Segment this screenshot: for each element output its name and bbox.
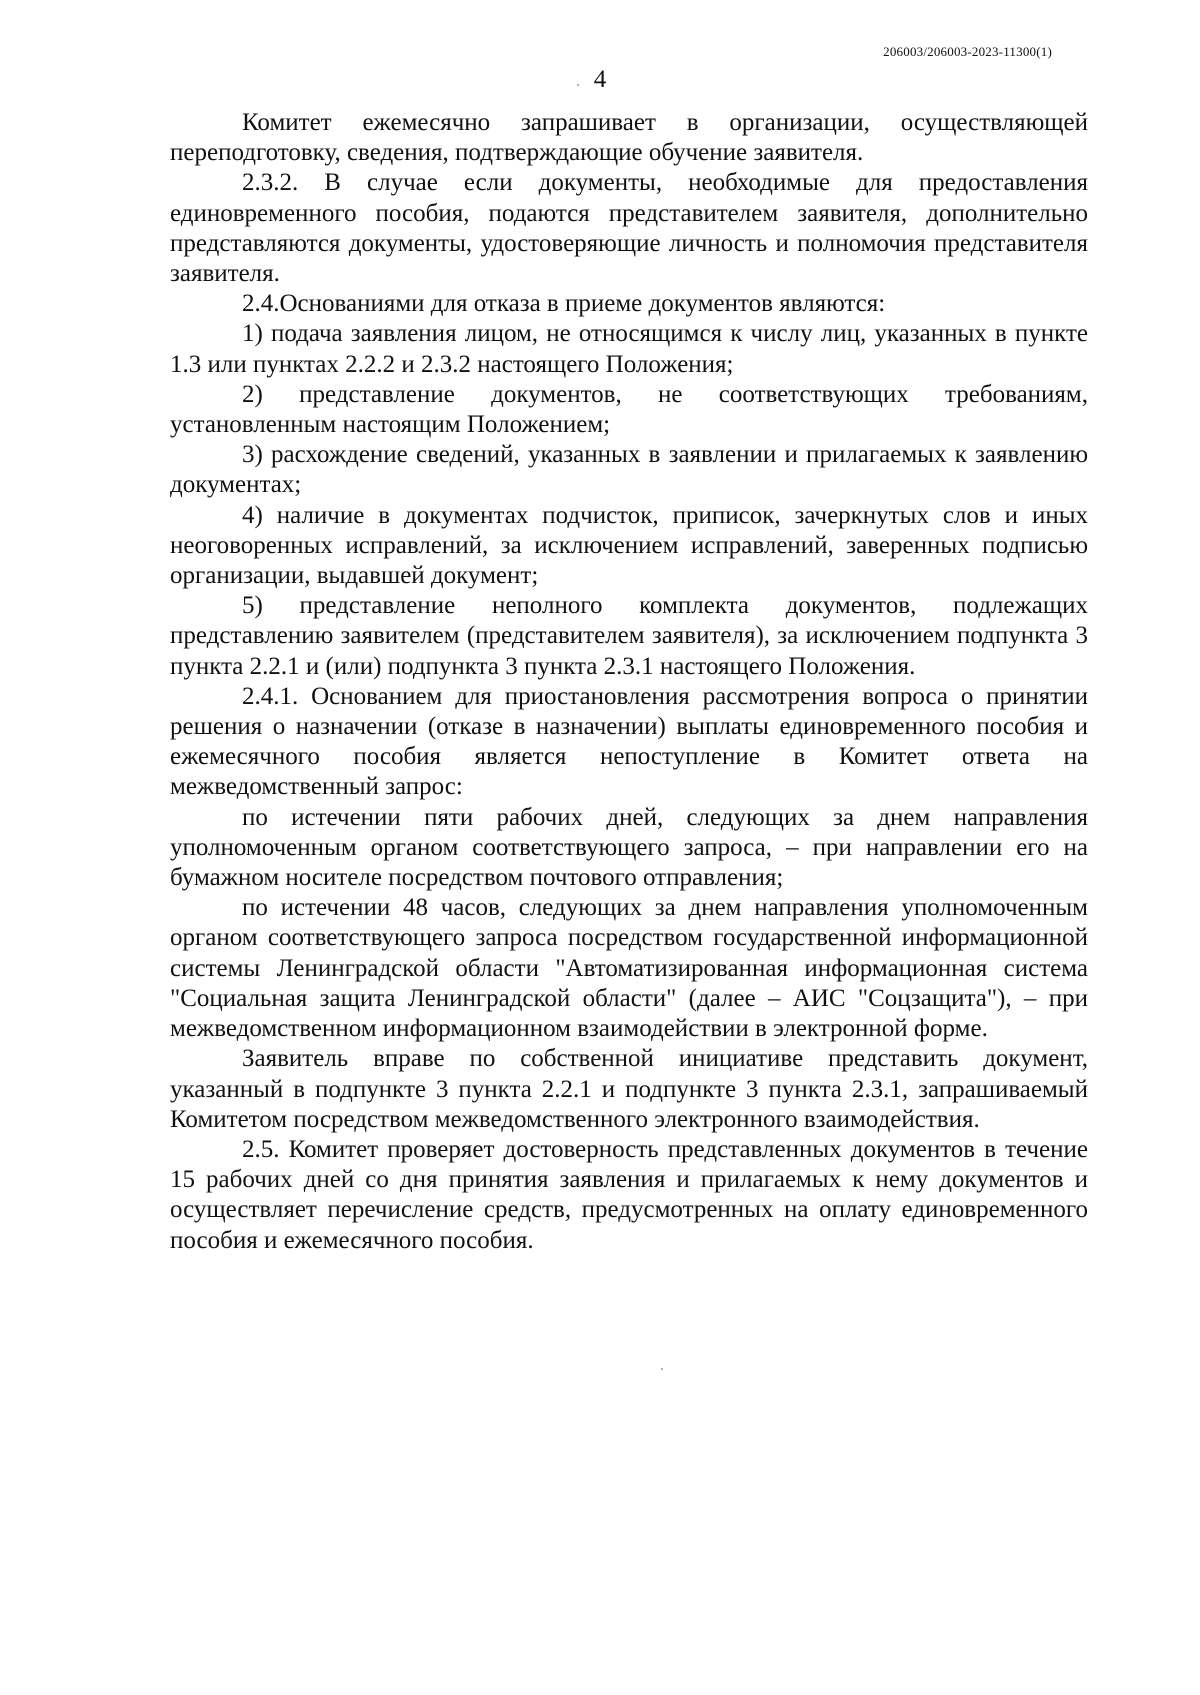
paragraph: по истечении 48 часов, следующих за днем направления уполномоченным органом соответствующего запроса посредством государственной информационной системы Ленинградской области "Автоматизированная информационная система "Социальная защита Ленинградской области" (далее – АИС "Соцзащита"), – при межведомственном информационном взаимодействии в электронной форме. xyxy=(170,894,1088,1043)
paragraph: 4) наличие в документах подчисток, приписок, зачеркнутых слов и иных неоговоренных исправлений, за исключением исправлений, заверенных подписью организации, выдавшей документ; xyxy=(170,501,1088,590)
scan-dot xyxy=(577,84,579,86)
paragraph: по истечении пяти рабочих дней, следующих за днем направления уполномоченным органом соответствующего запроса, – при направлении его на бумажном носителе посредством почтового отправления; xyxy=(170,803,1088,892)
paragraph: 2.3.2. В случае если документы, необходимые для предоставления единовременного пособия, подаются представителем заявителя, дополнительно представляются документы, удостоверяющие личность и полномочия представителя заявителя. xyxy=(170,169,1088,288)
paragraph: Заявитель вправе по собственной инициативе представить документ, указанный в подпункте 3 пункта 2.2.1 и подпункте 3 пункта 2.3.1, запрашиваемый Комитетом посредством межведомственного электронного взаимодействия. xyxy=(170,1045,1088,1133)
scan-dot xyxy=(661,1368,663,1370)
paragraph: 1) подача заявления лицом, не относящимся к числу лиц, указанных в пункте 1.3 или пунктах 2.2.2 и 2.3.2 настоящего Положения; xyxy=(170,320,1088,378)
paragraph: Комитет ежемесячно запрашивает в организации, осуществляющей переподготовку, сведения, подтверждающие обучение заявителя. xyxy=(170,109,1088,167)
paragraph: 2.4.Основаниями для отказа в приеме документов являются: xyxy=(242,290,886,318)
paragraph: 2) представление документов, не соответствующих требованиям, установленным настоящим Положением; xyxy=(170,380,1088,439)
page-number: 4 xyxy=(593,66,607,93)
paragraph: 2.4.1. Основанием для приостановления рассмотрения вопроса о принятии решения о назначении (отказе в назначении) выплаты единовременного пособия и ежемесячного пособия является непоступление в Комитет ответа на межведомственный запрос: xyxy=(170,682,1088,801)
paragraph: 5) представление неполного комплекта документов, подлежащих представлению заявителем (представителем заявителя), за исключением подпункта 3 пункта 2.2.1 и (или) подпункта 3 пункта 2.3.1 настоящего Положения. xyxy=(170,592,1088,680)
paragraph: 3) расхождение сведений, указанных в заявлении и прилагаемых к заявлению документах; xyxy=(170,441,1088,499)
document-code: 206003/206003-2023-11300(1) xyxy=(883,44,1052,59)
paragraph: 2.5. Комитет проверяет достоверность представленных документов в течение 15 рабочих дней со дня принятия заявления и прилагаемых к нему документов и осуществляет перечисление средств, предусмотренных на оплату единовременного пособия и ежемесячного пособия. xyxy=(170,1135,1088,1254)
document-body xyxy=(170,108,1088,1256)
